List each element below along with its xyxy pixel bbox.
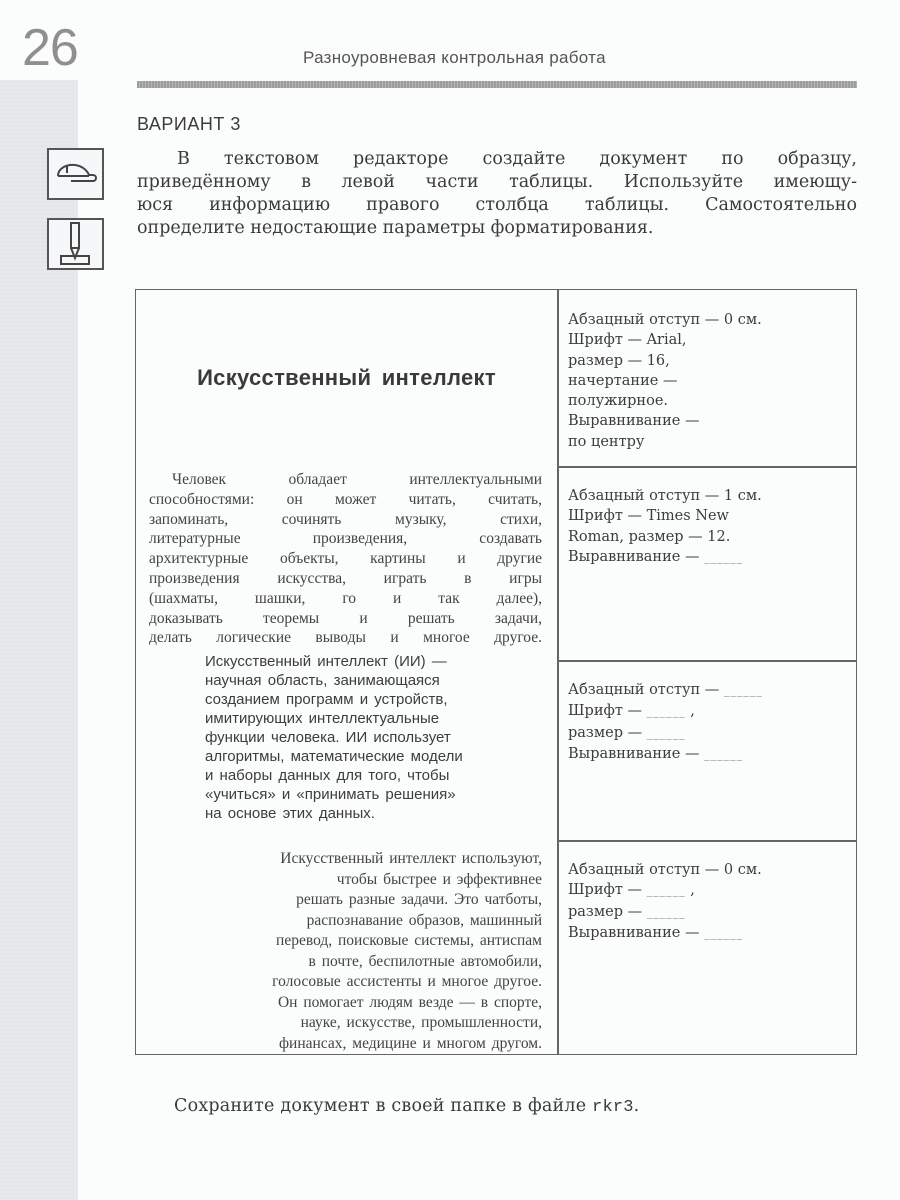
paragraph-line: Он помогает людям везде — в спорте, [277, 993, 542, 1011]
paragraph-line: научная область, занимающаяся [205, 672, 440, 689]
spec-label: Выравнивание — [568, 924, 705, 941]
paragraph-line: Человек обладает интеллектуальными [172, 471, 542, 488]
row-divider [557, 466, 856, 468]
blank-field: ______ [723, 684, 763, 697]
spec-line: Абзацный отступ — 0 см. [568, 862, 762, 878]
spec-paragraph-3 [568, 860, 853, 944]
sample-paragraph-indented [205, 652, 545, 823]
spec-paragraph-1 [568, 486, 853, 568]
spec-line: полужирное. [568, 393, 669, 410]
sample-paragraph-justified [149, 470, 542, 648]
spec-label: Выравнивание — [568, 745, 705, 762]
pen-icon [47, 218, 104, 270]
spec-line [568, 547, 853, 568]
paragraph-line: голосовые ассистенты и многое другое. [272, 973, 542, 990]
comma: , [685, 703, 695, 720]
paragraph-line: архитектурные объекты, картины и другие [149, 550, 542, 568]
running-title: Разноуровневая контрольная работа [303, 48, 606, 67]
spec-line [568, 880, 853, 901]
spec-label: Шрифт — [568, 882, 647, 899]
header-rule [137, 81, 857, 88]
filename: rkr3 [592, 1098, 634, 1117]
task-line: В текстовом редакторе создайте документ по образцу, [177, 149, 857, 169]
paragraph-line: (шахматы, шашки, го и так далее), [149, 589, 542, 607]
paragraph-line: Искусственный интеллект (ИИ) — [205, 653, 447, 670]
save-instruction [174, 1096, 639, 1117]
spec-line [568, 701, 853, 722]
paragraph-line: на основе этих данных. [205, 805, 375, 822]
paragraph-line: созданием программ и устройств, [205, 691, 448, 708]
paragraph-line: перевод, поисковые системы, антиспам [276, 932, 542, 949]
paragraph-line: алгоритмы, математические модели [205, 748, 463, 765]
blank-field: ______ [646, 726, 686, 740]
paragraph-line: доказывать теоремы и решать задачи, [149, 609, 542, 627]
sample-title: Искусственный интеллект [197, 365, 496, 390]
spec-title [568, 310, 853, 452]
paragraph-line: чтобы быстрее и эффективнее [336, 870, 542, 888]
spec-line [568, 923, 853, 944]
task-line: приведённому в левой части таблицы. Используйте имеющу- [137, 172, 857, 192]
spec-line: Шрифт — Times New [568, 508, 729, 525]
spec-line: Абзацный отступ — 0 см. [568, 312, 762, 328]
row-divider [557, 660, 856, 662]
blank-field: ______ [646, 705, 686, 719]
spec-line: Шрифт — Arial, [568, 332, 687, 349]
blank-field: ______ [646, 884, 686, 898]
spec-label: размер — [568, 724, 647, 741]
save-end: . [633, 1096, 640, 1116]
task-line: определите недостающие параметры форматирования. [137, 218, 654, 238]
paragraph-line: функции человека. ИИ использует [205, 729, 451, 746]
spec-line: Выравнивание — [568, 413, 700, 430]
spec-label: Шрифт — [568, 703, 647, 720]
paragraph-line: имитирующих интеллектуальные [205, 710, 440, 727]
row-divider [557, 840, 856, 842]
blank-field: ______ [704, 747, 744, 761]
spec-line: по центру [568, 433, 645, 450]
paragraph-line: решать разные задачи. Это чатботы, [296, 891, 542, 908]
spec-line [568, 744, 853, 765]
task-line: юся информацию правого столбца таблицы. Самостоятельно [137, 195, 857, 215]
paragraph-line: распознавание образов, машинный [306, 911, 542, 929]
paragraph-line: делать логические выводы и многое другое. [149, 629, 542, 647]
spec-label: размер — [568, 903, 647, 920]
blank-field: ______ [704, 550, 744, 564]
paragraph-line: Искусственный интеллект используют, [280, 850, 542, 867]
paragraph-line: способностями: он может читать, считать, [149, 490, 542, 508]
sample-paragraph-right-aligned [146, 849, 542, 1054]
spec-line: Roman, размер — 12. [568, 528, 731, 545]
comma: , [685, 882, 695, 899]
spec-label: Выравнивание — [568, 548, 705, 565]
paragraph-line: литературные произведения, создавать [149, 530, 542, 548]
paragraph-line: произведения искусства, играть в игры [149, 569, 542, 587]
save-text: Сохраните документ в своей папке в файле [174, 1096, 593, 1116]
spec-line: Абзацный отступ — 1 см. [568, 488, 762, 504]
paragraph-line: запоминать, сочинять музыку, стихи, [149, 510, 542, 528]
formatting-table [135, 289, 857, 1055]
mouse-icon [47, 148, 104, 200]
spec-line [568, 723, 853, 744]
spec-paragraph-2 [568, 680, 853, 765]
paragraph-line: и наборы данных для того, чтобы [205, 767, 450, 784]
paragraph-line: в почте, беспилотные автомобили, [308, 952, 542, 970]
paragraph-line: науке, искусстве, промышленности, [300, 1014, 542, 1031]
paragraph-line: финансах, медицине и многом другом. [279, 1034, 542, 1052]
spec-label: Абзацный отступ — [568, 682, 724, 698]
spec-line: размер — 16, [568, 352, 670, 369]
blank-field: ______ [704, 926, 744, 940]
column-divider [557, 290, 559, 1054]
task-instructions [137, 148, 857, 240]
page-number: 26 [22, 19, 78, 77]
blank-field: ______ [646, 905, 686, 919]
spec-line: начертание — [568, 372, 678, 389]
variant-title: ВАРИАНТ 3 [137, 114, 241, 134]
spec-line [568, 680, 853, 701]
spec-line [568, 902, 853, 923]
paragraph-line: «учиться» и «принимать решения» [205, 786, 456, 803]
